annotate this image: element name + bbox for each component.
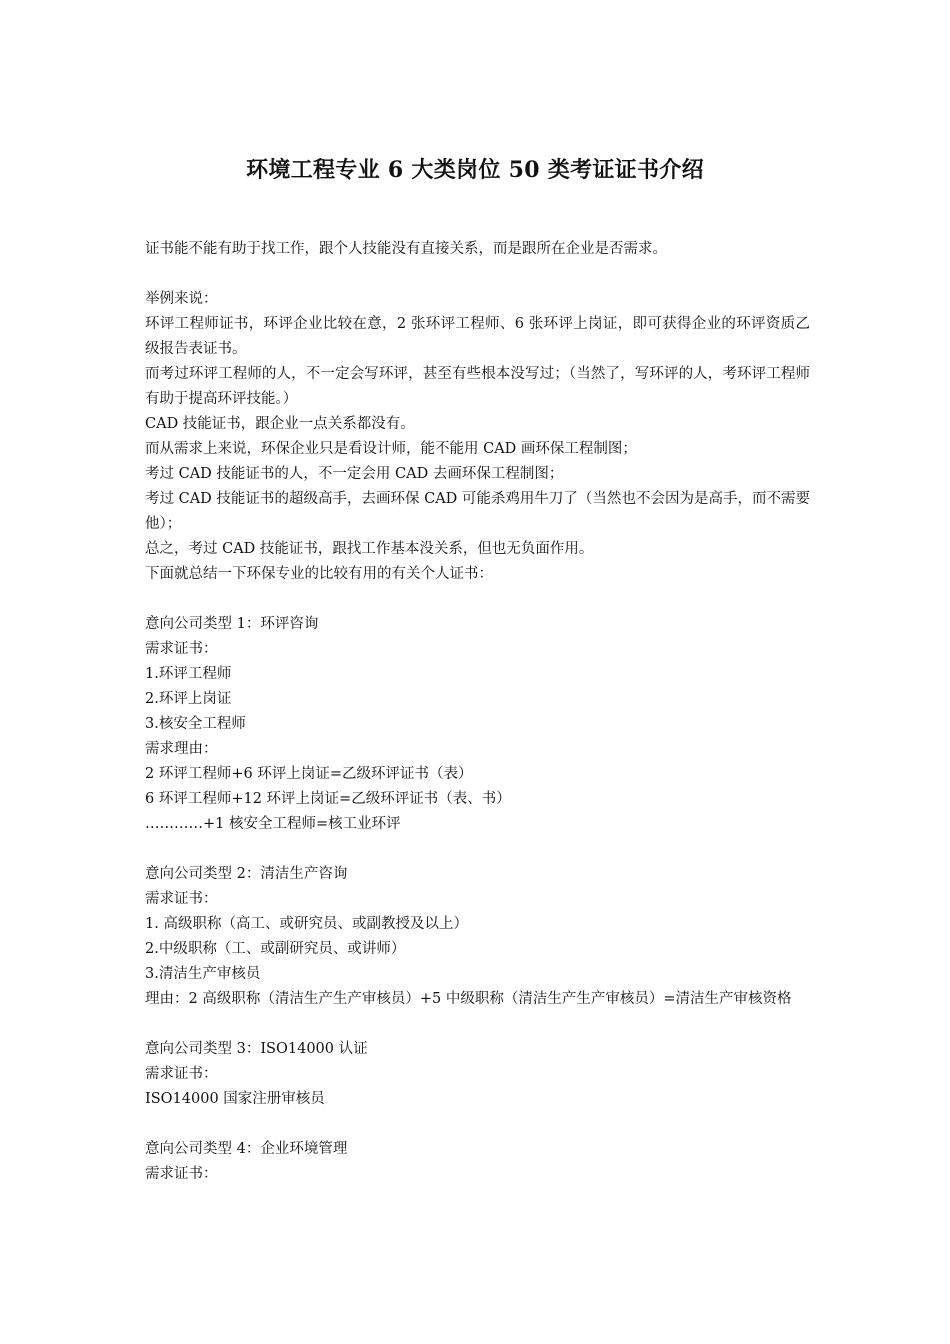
- cert-label: 需求证书：: [145, 641, 218, 657]
- cert-item: 2.环评上岗证: [145, 691, 232, 707]
- example-paragraph: 而从需求上来说，环保企业只是看设计师，能不能用 CAD 画环保工程制图；: [145, 441, 637, 457]
- cert-item: 3.核安全工程师: [145, 716, 246, 732]
- company-type-heading: 意向公司类型 3：ISO14000 认证: [145, 1041, 368, 1057]
- example-paragraph: 而考过环评工程师的人，不一定会写环评，甚至有些根本没写过；（当然了，写环评的人，考环评工程师有助于提高环评技能。）: [145, 366, 810, 407]
- example-paragraph: 总之，考过 CAD 技能证书，跟找工作基本没关系，但也无负面作用。: [145, 541, 594, 557]
- reason-item: …………+1 核安全工程师=核工业环评: [145, 816, 401, 832]
- intro-paragraph: 证书能不能有助于找工作，跟个人技能没有直接关系，而是跟所在企业是否需求。: [145, 241, 667, 257]
- paragraph-gap: [145, 837, 810, 862]
- paragraph-gap: [145, 1112, 810, 1137]
- paragraph-gap: [145, 587, 810, 612]
- cert-item: 1.环评工程师: [145, 666, 232, 682]
- cert-item: 1. 高级职称（高工、或研究员、或副教授及以上）: [145, 916, 468, 932]
- cert-label: 需求证书：: [145, 1066, 218, 1082]
- document-title: 环境工程专业 6 大类岗位 50 类考证证书介绍: [246, 157, 704, 183]
- example-paragraph: CAD 技能证书，跟企业一点关系都没有。: [145, 416, 415, 432]
- cert-item: 2.中级职称（工、或副研究员、或讲师）: [145, 941, 406, 957]
- cert-label: 需求证书：: [145, 891, 218, 907]
- document-body: [145, 237, 810, 1187]
- example-heading: 举例来说：: [145, 291, 218, 307]
- reason-paragraph: 理由：2 高级职称（清洁生产生产审核员）+5 中级职称（清洁生产生产审核员）=清洁生产审核资格: [145, 991, 792, 1007]
- example-paragraph: 下面就总结一下环保专业的比较有用的有关个人证书：: [145, 566, 493, 582]
- company-type-heading: 意向公司类型 1：环评咨询: [145, 616, 319, 632]
- paragraph-gap: [145, 1012, 810, 1037]
- example-paragraph: 考过 CAD 技能证书的人，不一定会用 CAD 去画环保工程制图；: [145, 466, 564, 482]
- cert-item: ISO14000 国家注册审核员: [145, 1091, 325, 1107]
- company-type-heading: 意向公司类型 2：清洁生产咨询: [145, 866, 348, 882]
- reason-item: 6 环评工程师+12 环评上岗证=乙级环评证书（表、书）: [145, 791, 511, 807]
- paragraph-gap: [145, 262, 810, 287]
- cert-item: 3.清洁生产审核员: [145, 966, 261, 982]
- reason-item: 2 环评工程师+6 环评上岗证=乙级环评证书（表）: [145, 766, 473, 782]
- example-paragraph: 考过 CAD 技能证书的超级高手，去画环保 CAD 可能杀鸡用牛刀了（当然也不会因为是高手，而不需要他）；: [145, 491, 810, 532]
- example-paragraph: 环评工程师证书，环评企业比较在意，2 张环评工程师、6 张环评上岗证，即可获得企业的环评资质乙级报告表证书。: [145, 316, 810, 357]
- company-type-heading: 意向公司类型 4：企业环境管理: [145, 1141, 348, 1157]
- reason-label: 需求理由：: [145, 741, 218, 757]
- cert-label: 需求证书：: [145, 1166, 218, 1182]
